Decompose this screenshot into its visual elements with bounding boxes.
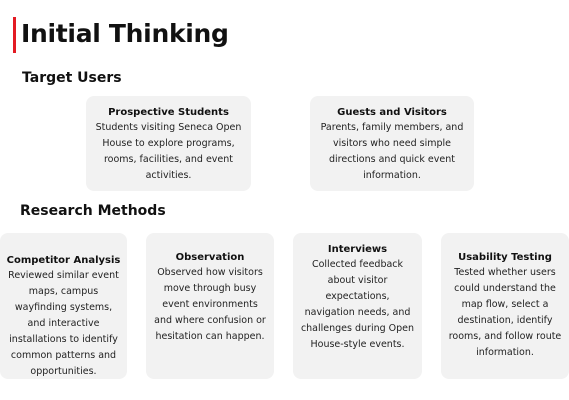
card-title: Prospective Students [108, 107, 229, 118]
target-users-heading: Target Users [22, 70, 122, 86]
card-body: Tested whether users could understand the map flow, select a destination, identify rooms, and follow route information. [448, 267, 562, 358]
user-card-prospective-students [86, 96, 251, 191]
card-body: Collected feedback about visitor expectations, navigation needs, and challenges during Open House-style events. [300, 259, 415, 350]
card-title: Usability Testing [458, 252, 552, 263]
user-card-guests-visitors [310, 96, 474, 191]
card-title: Observation [175, 252, 245, 263]
card-title: Competitor Analysis [6, 255, 121, 266]
method-card-usability-testing [441, 233, 569, 379]
title-accent-bar [13, 17, 16, 53]
card-title: Interviews [327, 244, 388, 255]
card-body: Reviewed similar event maps, campus wayfinding systems, and interactive installations to identify common patterns and opportunities. [8, 270, 119, 377]
method-card-competitor-analysis [0, 233, 127, 379]
card-body: Observed how visitors move through busy event environments and where confusion or hesitation can happen. [154, 267, 266, 342]
card-body: Parents, family members, and visitors who need simple directions and quick event information. [320, 122, 464, 181]
method-card-observation [146, 233, 274, 379]
research-methods-heading: Research Methods [20, 203, 166, 219]
card-body: Students visiting Seneca Open House to explore programs, rooms, facilities, and event activities. [95, 122, 242, 181]
card-title: Guests and Visitors [337, 107, 447, 118]
method-card-interviews [293, 233, 422, 379]
page-title: Initial Thinking [21, 19, 229, 48]
